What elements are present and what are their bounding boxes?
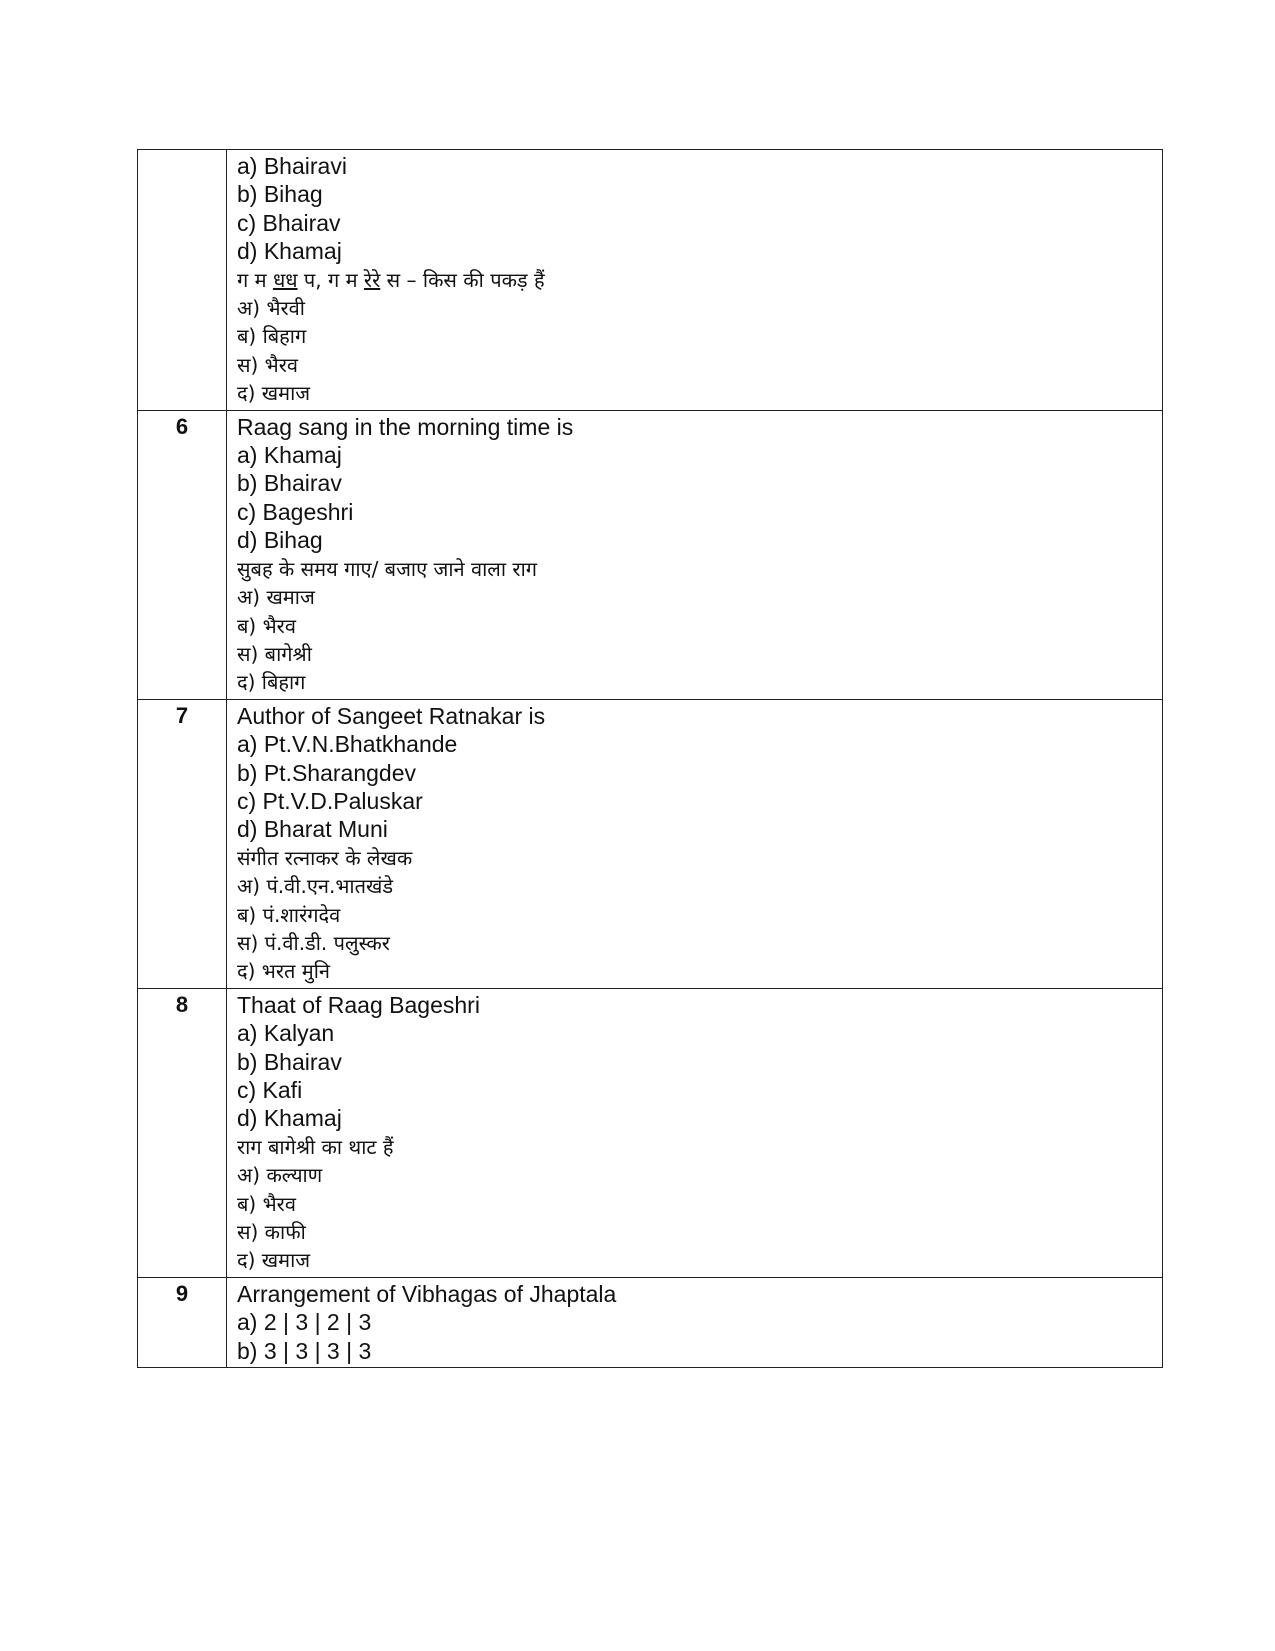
question-text: Arrangement of Vibhagas of Jhaptala <box>237 1280 617 1307</box>
question-text: सुबह के समय गाए/ बजाए जाने वाला राग <box>237 556 538 581</box>
option-line: a) 2 | 3 | 2 | 3 <box>237 1309 372 1336</box>
option-line: ब) बिहाग <box>237 324 307 349</box>
text-span: स – किस की पकड़ हैं <box>380 267 545 292</box>
question-content <box>227 410 1163 699</box>
option-line: स) पं.वी.डी. पलुस्कर <box>237 930 390 955</box>
option-line: d) Khamaj <box>237 1105 342 1132</box>
option-line: स) भैरव <box>237 352 299 377</box>
question-number: 9 <box>138 1277 227 1367</box>
question-table-body <box>138 150 1163 1368</box>
question-content <box>227 988 1163 1277</box>
option-line: द) बिहाग <box>237 670 306 695</box>
option-line: स) बागेश्री <box>237 641 312 666</box>
text-span: ग म <box>237 267 273 292</box>
question-text: संगीत रत्नाकर के लेखक <box>237 845 413 870</box>
question-row <box>138 1277 1163 1367</box>
option-line: अ) खमाज <box>237 585 315 610</box>
question-table <box>137 149 1163 1368</box>
option-line: ब) पं.शारंगदेव <box>237 902 341 927</box>
option-line: d) Khamaj <box>237 238 342 265</box>
question-row <box>138 150 1163 411</box>
option-line: d) Bharat Muni <box>237 816 388 843</box>
option-line: ब) भैरव <box>237 613 296 638</box>
question-text <box>237 266 1162 294</box>
option-line: ब) भैरव <box>237 1191 296 1216</box>
question-number: 8 <box>138 988 227 1277</box>
option-line: c) Bageshri <box>237 498 354 525</box>
option-line: a) Bhairavi <box>237 153 347 179</box>
option-line: द) खमाज <box>237 381 311 406</box>
option-line: द) खमाज <box>237 1248 311 1273</box>
question-number <box>138 150 227 411</box>
question-text: Raag sang in the morning time is <box>237 413 574 440</box>
option-line: स) काफी <box>237 1220 306 1245</box>
option-line: b) Bihag <box>237 181 323 208</box>
option-line: a) Khamaj <box>237 442 342 469</box>
option-line: a) Kalyan <box>237 1020 335 1047</box>
question-row <box>138 699 1163 988</box>
text-span: प, ग म <box>297 267 364 292</box>
option-line: c) Kafi <box>237 1077 303 1103</box>
underlined-notation: धध <box>272 267 298 292</box>
question-number: 6 <box>138 410 227 699</box>
option-line: b) Bhairav <box>237 470 342 497</box>
option-line: c) Bhairav <box>237 209 341 236</box>
option-line: b) 3 | 3 | 3 | 3 <box>237 1337 372 1364</box>
option-line: c) Pt.V.D.Paluskar <box>237 787 423 814</box>
option-line: द) भरत मुनि <box>237 959 331 984</box>
underlined-notation: रेरे <box>363 267 381 292</box>
option-line: अ) कल्याण <box>237 1163 323 1188</box>
option-line: a) Pt.V.N.Bhatkhande <box>237 731 458 758</box>
option-line: अ) पं.वी.एन.भातखंडे <box>237 874 394 899</box>
question-content <box>227 699 1163 988</box>
option-line: b) Pt.Sharangdev <box>237 759 417 786</box>
question-content <box>227 1277 1163 1367</box>
question-row <box>138 988 1163 1277</box>
question-row <box>138 410 1163 699</box>
question-text: राग बागेश्री का थाट हैं <box>237 1134 394 1159</box>
option-line: अ) भैरवी <box>237 296 305 321</box>
question-number: 7 <box>138 699 227 988</box>
option-line: d) Bihag <box>237 527 323 554</box>
question-text: Thaat of Raag Bageshri <box>237 991 480 1018</box>
option-line: b) Bhairav <box>237 1048 342 1075</box>
question-content <box>227 150 1163 411</box>
question-text: Author of Sangeet Ratnakar is <box>237 702 546 729</box>
